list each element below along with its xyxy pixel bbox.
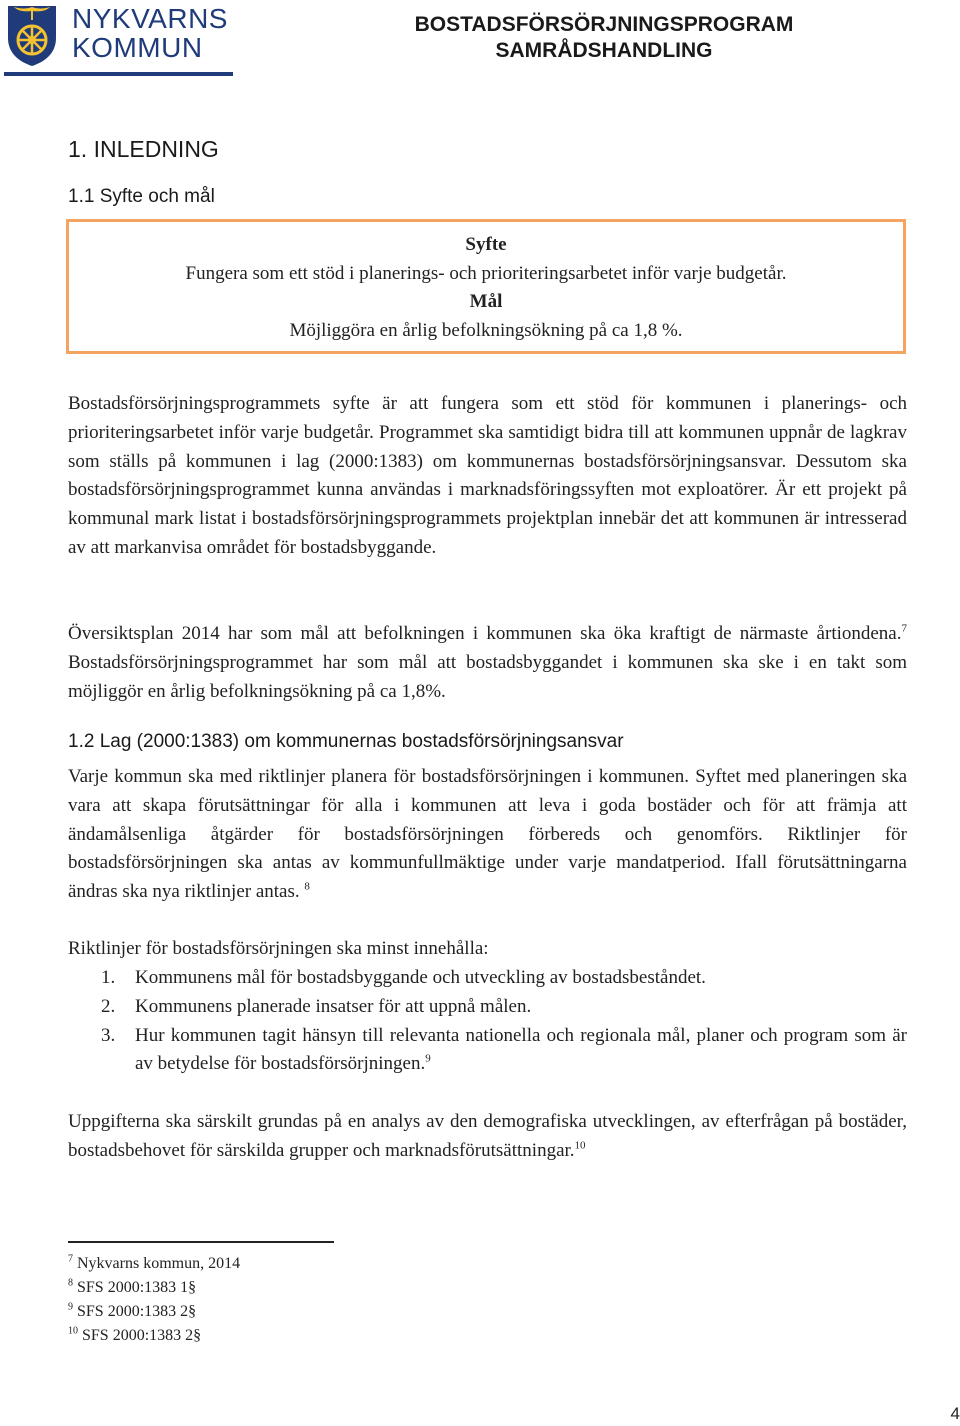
document-title-line1: BOSTADSFÖRSÖRJNINGSPROGRAM (414, 13, 794, 36)
list-number: 1. (101, 967, 116, 988)
paragraph-text: Varje kommun ska med riktlinjer planera för bostadsförsörjningen i kommunen. Syftet med planeringen ska vara att skapa förutsättningar för alla i kommunen att leva i goda bostäder och för att främja att ändamålsenliga åtgärder för bostadsförsörjningen förbereds och genomförs. Riktlinjer för bostadsförsörjningen ska antas av kommunfullmäktige under varje mandatperiod. Ifall förutsättningarna ändras ska nya riktlinjer antas. (68, 766, 907, 903)
document-title-line2: SAMRÅDSHANDLING (495, 39, 713, 62)
paragraph-text: Översiktsplan 2014 har som mål att befolkningen i kommunen ska öka kraftigt de närmaste årtiondena. (68, 623, 902, 644)
footnote-text: Nykvarns kommun, 2014 (77, 1255, 241, 1272)
list-number: 3. (101, 1024, 116, 1046)
purpose-goal-box (66, 219, 906, 354)
list-item (68, 964, 907, 993)
goal-label: Mål (469, 291, 503, 313)
footnote-text: SFS 2000:1383 2§ (77, 1303, 197, 1320)
document-title (394, 12, 814, 64)
municipality-logo (4, 2, 230, 76)
coat-of-arms-icon (4, 2, 60, 68)
logo-underline (4, 72, 233, 76)
list-number: 2. (101, 995, 116, 1017)
footnote-number: 10 (68, 1325, 78, 1337)
paragraph-law (68, 763, 907, 907)
paragraph-guidelines-intro: Riktlinjer för bostadsförsörjningen ska minst innehålla: (68, 938, 489, 959)
paragraph-comprehensive-plan (68, 620, 907, 706)
footnote-item (68, 1300, 240, 1324)
logo-text (72, 4, 228, 62)
footnote-ref[interactable]: 9 (425, 1053, 431, 1066)
list-item (68, 993, 907, 1022)
footnote-item (68, 1276, 240, 1300)
footnote-number: 7 (68, 1253, 73, 1265)
goal-text: Möjliggöra en årlig befolkningsökning på ca 1,8 %. (289, 319, 683, 341)
footnote-text: SFS 2000:1383 1§ (77, 1279, 197, 1296)
footnote-ref[interactable]: 8 (304, 880, 310, 893)
logo-line2: KOMMUN (72, 32, 203, 63)
footnote-divider (68, 1241, 334, 1243)
logo-line1: NYKVARNS (72, 3, 228, 34)
footnote-item (68, 1324, 240, 1348)
purpose-text: Fungera som ett stöd i planerings- och prioriteringsarbetet inför varje budgetår. (185, 262, 787, 284)
paragraph-purpose: Bostadsförsörjningsprogrammets syfte är att fungera som ett stöd för kommunen i planerings- och prioriteringsarbetet inför varje budgetår. Programmet ska samtidigt bidra till att kommunen uppnår de lagkrav som ställs på kommunen i lag (2000:1383) om kommunernas bostadsförsörjningsansvar. Dessutom ska bostadsförsörjningsprogrammet kunna användas i marknadsföringssyften mot exploatörer. Är ett projekt på kommunal mark listat i bostadsförsörjningsprogrammets projektplan innebär det att kommunen är intresserad av att markanvisa området för bostadsbyggande. (68, 393, 907, 558)
footnote-number: 8 (68, 1277, 73, 1289)
subsection-heading-law: 1.2 Lag (2000:1383) om kommunernas bostadsförsörjningsansvar (68, 731, 624, 752)
section-heading: 1. INLEDNING (68, 136, 219, 162)
list-item (68, 1022, 907, 1080)
list-text: Hur kommunen tagit hänsyn till relevanta nationella och regionala mål, planer och program som är av betydelse för bostadsförsörjningen. (135, 1024, 907, 1075)
guidelines-list (68, 964, 907, 1079)
paragraph-text: Uppgifterna ska särskilt grundas på en analys av den demografiska utvecklingen, av efterfrågan på bostäder, bostadsbehovet för särskilda grupper och marknadsförutsättningar. (68, 1111, 907, 1161)
footnote-text: SFS 2000:1383 2§ (82, 1327, 202, 1344)
footnotes (68, 1252, 240, 1348)
paragraph-analysis (68, 1108, 907, 1166)
paragraph-text: Bostadsförsörjningsprogrammet har som mål att bostadsbyggandet i kommunen ska ske i en takt som möjliggör en årlig befolkningsökning på ca 1,8%. (68, 651, 907, 702)
footnote-ref[interactable]: 10 (574, 1139, 586, 1152)
subsection-heading-purpose: 1.1 Syfte och mål (68, 186, 215, 207)
footnote-item (68, 1252, 240, 1276)
page-number: 4 (950, 1404, 960, 1423)
footnote-number: 9 (68, 1301, 73, 1313)
list-text: Kommunens planerade insatser för att uppnå målen. (135, 995, 532, 1017)
list-text: Kommunens mål för bostadsbyggande och utveckling av bostadsbeståndet. (135, 967, 706, 988)
purpose-label: Syfte (465, 234, 507, 255)
footnote-ref[interactable]: 7 (901, 622, 907, 635)
